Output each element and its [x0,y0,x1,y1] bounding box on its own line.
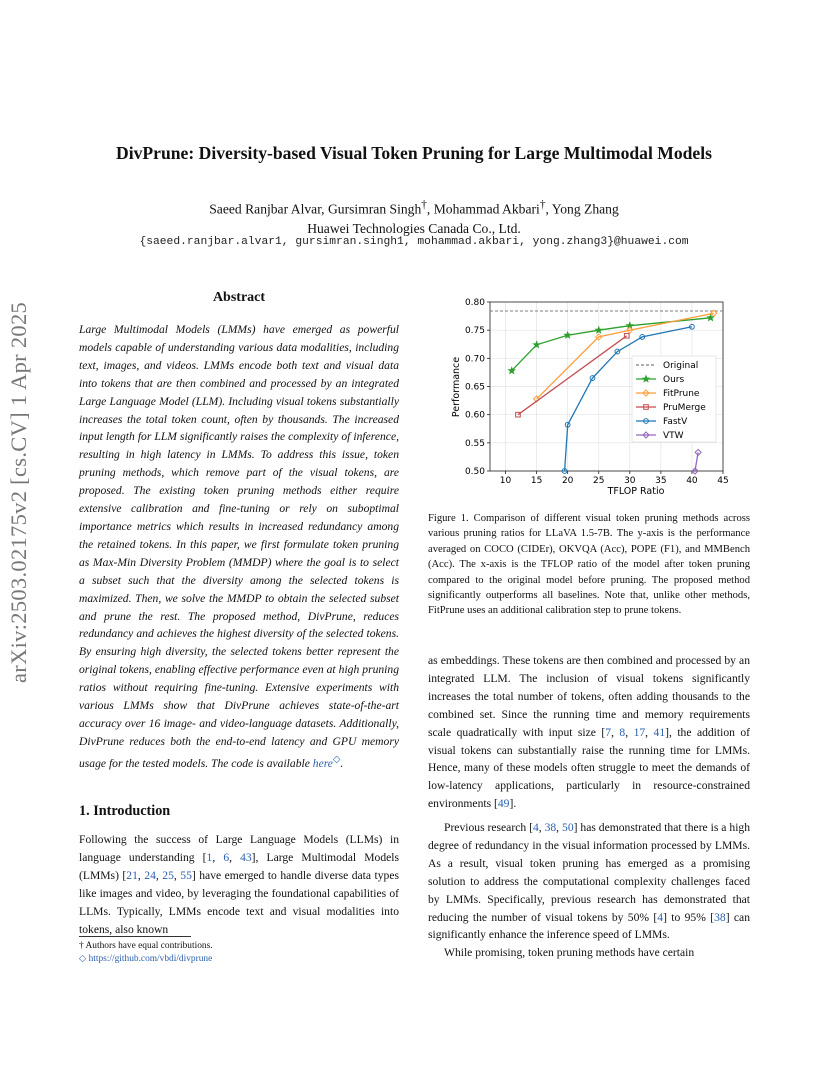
x-tick-label: 10 [499,476,512,486]
y-tick-label: 0.60 [464,410,485,421]
citation-link[interactable]: 49 [497,797,510,811]
figure-1-chart [440,292,740,497]
x-axis-label: TFLOP Ratio [607,486,665,497]
y-tick-label: 0.55 [464,438,485,449]
footnote-divider [79,936,191,937]
legend-label: FastV [663,417,688,427]
citation-link[interactable]: 4 [657,910,664,924]
y-axis-label: Performance [451,356,462,418]
citation-link[interactable]: 7 [605,725,612,739]
series-prumerge [516,334,629,417]
author-names: Saeed Ranjbar Alvar, Gursimran Singh†, Mohammad Akbari†, Yong Zhang [209,199,619,217]
legend-label: Ours [663,375,685,385]
citation-link[interactable]: 4 [532,821,539,834]
x-tick-label: 35 [655,476,667,486]
intro-heading: 1. Introduction [79,803,171,819]
arxiv-identifier: arXiv:2503.02175v2 [cs.CV] 1 Apr 2025 [6,301,31,683]
intro-text: Following the success of Large Language Models (LLMs) in language understanding [1, 6, 43], Large Multimodal Models (LMMs) [21, 24, 25, 55] have emerged to handle diverse data types like images and video, by leveraging the foundational capabilities of LLMs. Typically, LMMs encode text and visual modalities into tokens, also known [79,833,400,936]
author-block [0,196,828,238]
legend-label: VTW [663,431,684,441]
paper-title: DivPrune: Diversity-based Visual Token Pruning for Large Multimodal Models [116,143,712,163]
y-tick-label: 0.80 [464,298,485,308]
x-tick-label: 15 [530,476,543,486]
x-tick-label: 40 [686,476,698,486]
citation-link[interactable]: 43 [240,850,252,864]
legend-label: PruMerge [663,403,706,413]
legend-label: FitPrune [663,389,700,399]
column2-paragraph-3: While promising, token pruning methods have certain [444,946,695,960]
y-tick-label: 0.70 [464,354,485,365]
y-tick-label: 0.50 [464,467,485,477]
series-vtw [692,449,701,474]
author-emails: {saeed.ranjbar.alvar1, gursimran.singh1, mohammad.akbari, yong.zhang3}@huawei.com [139,236,689,248]
citation-link[interactable]: 38 [714,910,726,924]
x-tick-label: 45 [717,476,729,486]
citation-link[interactable]: 41 [653,725,666,739]
abstract-text: Large Multimodal Models (LMMs) have emerged as powerful models capable of understanding various data modalities, including text, images, and videos. LMMs encode both text and visual data into tokens that are then combined and processed by an integrated Large Language Model (LLM). Including visual tokens substantially increases the total token count, often by thousands. The increased input length for LLM significantly raises the complexity of inference, resulting in high latency in LMMs. To address this issue, token pruning methods, which remove part of the visual tokens, are proposed. The existing token pruning methods either require extensive calibration and fine-tuning or rely on suboptimal importance metrics which results in increased redundancy among the retained tokens. In this paper, we first formulate token pruning as Max-Min Diversity Problem (MMDP) where the goal is to select a subset such that the diversity among the selected tokens is maximized. Then, we solve the MMDP to obtain the selected subset and prune the rest. The proposed method, DivPrune, reduces redundancy and achieves the highest diversity of the selected tokens. By ensuring high diversity, the selected tokens better represent the original tokens, enabling effective performance even at high pruning ratios without requiring fine-tuning. Extensive experiments with various LMMs show that DivPrune achieves state-of-the-art accuracy over 16 image- and video-language datasets. Additionally, DivPrune reduces both the end-to-end latency and GPU memory usage for the tested models. The code is available here◇. [79,323,399,770]
data-point [565,332,571,338]
x-tick-label: 20 [561,476,574,486]
chart-legend [632,356,716,442]
citation-link[interactable]: 24 [144,868,156,882]
data-point [596,327,602,333]
citation-link[interactable]: 1 [206,850,213,864]
code-link[interactable]: here [312,756,333,770]
citation-link[interactable]: 55 [180,868,192,882]
legend-label: Original [663,361,699,371]
column2-paragraph-1: as embeddings. These tokens are then combined and processed by an integrated LLM. The inclusion of visual tokens significantly increases the total number of tokens, often adding thousands to the combined set. Since the running time and memory requirements scale quadratically with input size [7, 8, 17, 41], the addition of visual tokens can substantially raise the running time for LMMs. Hence, many of these models often struggle to meet the demands of low-latency applications, particularly in resource-constrained environments [49]. [428,654,751,811]
citation-link[interactable]: 6 [223,850,230,864]
citation-link[interactable]: 8 [619,725,626,739]
data-point [534,342,540,348]
x-tick-label: 25 [593,476,605,486]
x-tick-label: 30 [624,476,636,486]
github-link[interactable]: https://github.com/vbdi/divprune [88,954,213,964]
column2-paragraph-2: Previous research [4, 38, 50] has demonstrated that there is a high degree of redundancy in the visual information processed by LMMs. As a result, visual token pruning has emerged as a promising solution to address the computational complexity challenges faced by LMMs. Specifically, previous research has demonstrated that reducing the number of visual tokens by 50% [4] to 95% [38] can significantly enhance the inference speed of LMMs. While promising, token pruning methods have certain [428,821,751,960]
citation-link[interactable]: 17 [633,725,646,739]
figure-caption: Figure 1. Comparison of different visual token pruning methods across various pruning ratios for LLaVA 1.5-7B. The y-axis is the performance averaged on COCO (CIDEr), OKVQA (Acc), POPE (F1), and MMBench (Acc). The x-axis is the TFLOP ratio of the model after token pruning compared to the original model before pruning. The proposed method significantly outperforms all baselines. Note that, unlike other methods, FitPrune uses an additional calibration step to prune tokens. [428,513,750,617]
footnote-code-url: ◇ https://github.com/vbdi/divprune [79,954,213,964]
footnote-equal-contribution: † Authors have equal contributions. [79,941,213,951]
abstract-heading: Abstract [212,290,266,305]
citation-link[interactable]: 25 [162,868,174,882]
citation-link[interactable]: 21 [126,868,138,882]
affiliation: Huawei Technologies Canada Co., Ltd. [307,220,521,236]
citation-link[interactable]: 38 [544,821,557,834]
y-tick-label: 0.65 [464,382,485,393]
y-tick-label: 0.75 [464,326,485,337]
citation-link[interactable]: 50 [562,821,574,834]
